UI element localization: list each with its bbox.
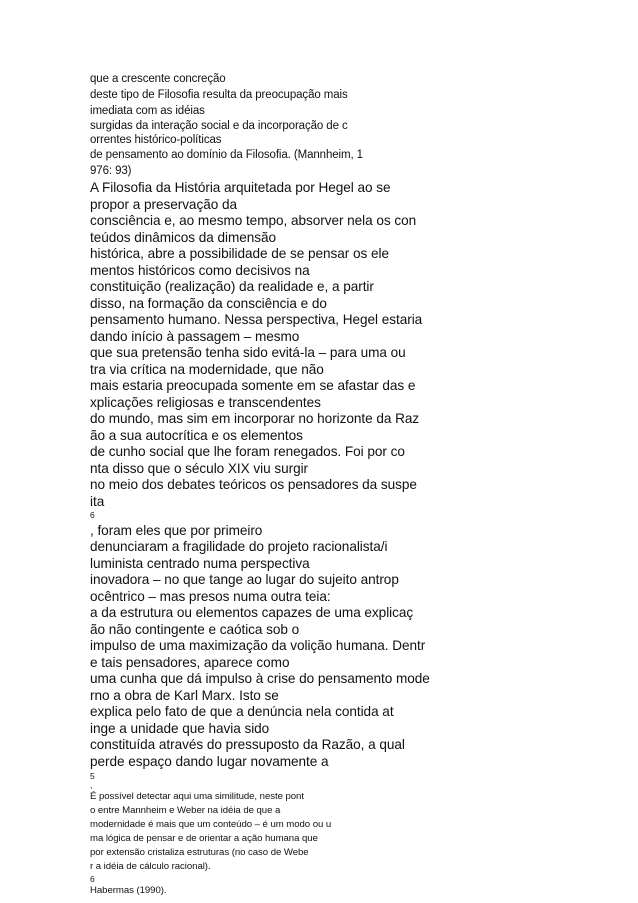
body-line: denunciaram a fragilidade do projeto racionalista/i [90, 539, 388, 554]
body-line: ão não contingente e caótica sob o [90, 622, 300, 637]
body-line: do mundo, mas sim em incorporar no horizonte da Raz [90, 411, 420, 426]
footnote-line: ma lógica de pensar e de orientar a ação humana que [90, 833, 318, 844]
body-line: ocêntrico – mas presos numa outra teia: [90, 589, 331, 604]
body-line: perde espaço dando lugar novamente a [90, 754, 329, 769]
footnote-line: Habermas (1990). [90, 885, 167, 896]
quote-line: orrentes histórico-políticas [90, 134, 222, 146]
body-line: a da estrutura ou elementos capazes de uma explicaç [90, 605, 414, 620]
quote-line: deste tipo de Filosofia resulta da preocupação mais [90, 89, 348, 101]
body-line: ão a sua autocrítica e os elementos [90, 428, 303, 443]
body-line: constituição (realização) da realidade e, a partir [90, 279, 374, 294]
body-line: xplicações religiosas e transcendentes [90, 395, 321, 410]
body-line: nta disso que o século XIX viu surgir [90, 461, 309, 476]
body-line: impulso de uma maximização da volição humana. Dentr [90, 638, 426, 653]
body-line: que sua pretensão tenha sido evitá-la – para uma ou [90, 345, 406, 360]
footnote-line: modernidade é mais que um conteúdo – é um modo ou u [90, 819, 332, 830]
footnote-marker: 6 [90, 510, 95, 520]
footnote-comma: , [90, 780, 93, 790]
body-line: de cunho social que lhe foram renegados. Foi por co [90, 444, 405, 459]
body-line: no meio dos debates teóricos os pensadores da suspe [90, 477, 417, 492]
body-line: dando início à passagem – mesmo [90, 329, 300, 344]
body-line: explica pelo fato de que a denúncia nela contida at [90, 704, 394, 719]
body-line: histórica, abre a possibilidade de se pensar os ele [90, 246, 389, 261]
body-line: uma cunha que dá impulso à crise do pensamento mode [90, 671, 430, 686]
body-line: ita [90, 494, 105, 509]
body-line: luminista centrado numa perspectiva [90, 556, 310, 571]
quote-line: imediata com as idéias [90, 105, 205, 117]
footnote-line: o entre Mannheim e Weber na idéia de que a [90, 805, 281, 816]
footnote-line: por extensão cristaliza estruturas (no caso de Webe [90, 847, 309, 858]
body-line: tra via crítica na modernidade, que não [90, 362, 324, 377]
body-line: constituída através do pressuposto da Razão, a qual [90, 737, 405, 752]
footnote-line: r a idéia de cálculo racional). [90, 861, 211, 872]
footnote-marker: 6 [90, 874, 95, 884]
footnote-line: É possível detectar aqui uma similitude, neste pont [90, 791, 304, 802]
body-line: pensamento humano. Nessa perspectiva, Hegel estaria [90, 312, 423, 327]
body-line: e tais pensadores, aparece como [90, 655, 290, 670]
body-line: propor a preservação da [90, 197, 237, 212]
quote-line: que a crescente concreção [90, 73, 226, 85]
body-line: consciência e, ao mesmo tempo, absorver nela os con [90, 213, 417, 228]
body-line: rno a obra de Karl Marx. Isto se [90, 688, 279, 703]
body-line: inge a unidade que havia sido [90, 721, 270, 736]
footnote-marker: 5 [90, 771, 95, 781]
quote-line: surgidas da interação social e da incorporação de c [90, 120, 348, 132]
body-line: mais estaria preocupada somente em se afastar das e [90, 378, 416, 393]
body-line: mentos históricos como decisivos na [90, 263, 310, 278]
body-line: A Filosofia da História arquitetada por Hegel ao se [90, 180, 391, 195]
quote-line: de pensamento ao domínio da Filosofia. (Mannheim, 1 [90, 149, 363, 161]
quote-line: 976: 93) [90, 165, 132, 177]
body-line: inovadora – no que tange ao lugar do sujeito antrop [90, 572, 399, 587]
body-line: teúdos dinâmicos da dimensão [90, 230, 277, 245]
body-line: disso, na formação da consciência e do [90, 296, 327, 311]
body-line: , foram eles que por primeiro [90, 523, 263, 538]
